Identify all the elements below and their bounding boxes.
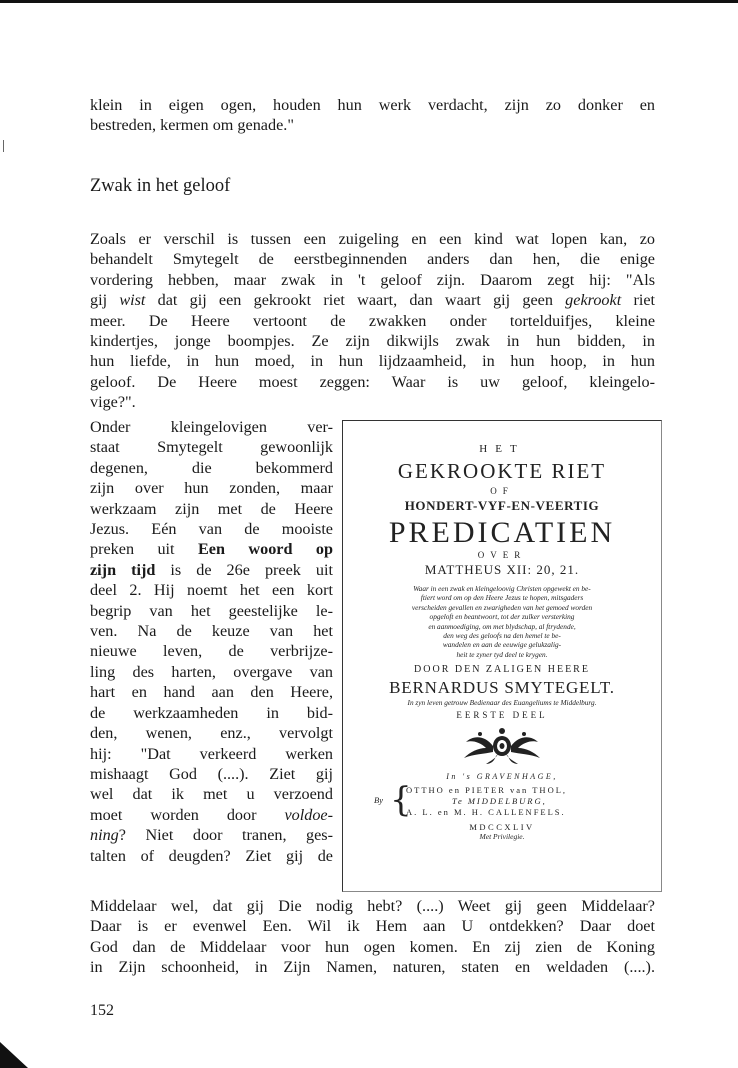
text-line [90,539,333,559]
text-line: God dan de Middelaar voor hun ogen komen. En zij zien de Koning [90,937,655,956]
tp-publisher-lines [406,785,567,818]
text-fragment: preken uit [90,540,175,559]
text-fragment: moet worden door [90,805,257,824]
tp-predicatien: PREDICATIEN [388,516,616,549]
title-page-facsimile [342,420,662,892]
tp-body-line: den weg des geloofs na den hemel te be- [443,631,561,641]
text-line: kindertjes, jonge boompjes. Ze zijn dikwijls zwak in hun bidden, in [90,332,655,351]
tp-by: By [374,795,383,806]
tp-body-line: Waar in een zwak en kleingeloovig Christen opgewekt en be- [413,584,591,593]
text-line: Onder kleingelovigen ver- [90,418,333,436]
text-line: deel 2. Hij noemt het een kort [90,581,333,600]
tp-volume: EERSTE DEEL [456,710,548,721]
text-line: klein in eigen ogen, houden hun werk verdacht, zijn zo donker en [90,96,655,114]
bold-title: Een woord op [198,540,333,559]
tp-main-title: GEKROOKTE RIET [397,459,607,483]
text-line: wel dat ik met u verzoend [90,785,333,804]
text-line: in Zijn schoonheid, in Zijn Namen, naturen, staten en weldaden (....). [90,958,655,977]
page-number: 152 [90,1002,114,1019]
tp-publisher-line: A. L. en M. H. CALLENFELS. [406,807,566,818]
text-line: degenen, die bekommerd [90,458,333,477]
text-fragment: is de 26e preek uit [170,560,334,579]
text-line: nieuwe leven, de verbrijze- [90,642,333,661]
text-line: ling des harten, overgave van [90,662,333,681]
text-line: mishaagt God (....). Ziet gij [90,764,333,783]
text-line: Zoals er verschil is tussen een zuigeling en een kind wat lopen kan, zo [90,230,655,248]
text-line: hart en hand aan den Heere, [90,683,333,702]
text-line: hun liefde, in hun moed, in hun lijdzaamheid, in hun hoop, in hun [90,352,655,371]
text-line: talten of deugden? Ziet gij de [90,846,333,865]
text-line [90,560,333,580]
text-fragment: gij [90,291,108,310]
tp-publishers [362,780,642,821]
text-line: vige?". [90,393,136,412]
text-line: meer. De Heere vertoont de zwakken onder tortelduifjes, kleine [90,311,655,330]
italic-word: voldoe- [284,805,333,824]
tp-description [343,584,661,659]
tp-scripture: MATTHEUS XII: 20, 21. [424,562,580,577]
brace-glyph: { [390,780,412,821]
text-line: ven. Na de keuze van het [90,622,333,641]
text-line: zijn over hun zonden, maar [90,479,333,498]
tp-body-line: en aanmoediging, om met blydschap, al ftrydende, [428,621,576,631]
tp-door: DOOR DEN ZALIGEN HEERE [414,664,590,676]
text-line [90,825,333,845]
section-heading: Zwak in het geloof [90,176,231,196]
italic-word: ning [90,826,119,845]
tp-body-line: wandelen en aan de eeuwige gelukzalig- [442,640,562,650]
text-fragment: dat gij een gekrookt riet waart, dan waart gij geen [157,291,553,310]
tp-year: MDCCXLIV [469,822,535,833]
text-line: vordering hebben, maar zwak in 't geloof zijn. Daarom zegt hij: "Als [90,270,655,289]
text-line: geloof. De Heere moest zeggen: Waar is uw geloof, kleingelo- [90,372,655,391]
tp-author: BERNARDUS SMYTEGELT. [389,678,615,698]
tp-body-line: ftiert word om op den Heere Jezus te hopen, mitsgaders [420,593,584,603]
main-paragraph [90,229,655,413]
tp-publisher-line: Te MIDDELBURG, [452,796,547,807]
tp-over: OVER [477,550,527,560]
column-paragraph [90,417,333,866]
tp-privilege: Met Privilegie. [479,832,525,842]
text-fragment: ? Niet door tranen, ges- [118,826,333,845]
tp-of: OF [490,486,514,496]
margin-mark [3,140,4,152]
text-line [90,290,655,310]
text-line: de werkzaamheden in bid- [90,703,333,722]
text-line: staat Smytegelt gewoonlijk [90,438,333,457]
tp-publisher-line: OTTHO en PIETER van THOL, [406,785,568,796]
text-fragment: riet [633,291,656,310]
text-line: Middelaar wel, dat gij Die nodig hebt? (....) Weet gij geen Middelaar? [90,897,655,915]
tp-het: HET [479,443,525,455]
tp-body-line: heit te zyner tyd deel te krygen. [456,649,548,659]
text-line: begrip van het geestelijke le- [90,601,333,620]
tp-author-subtitle: In zyn leven getrouw Bedienaar des Euangeliums te Middelburg. [407,698,597,708]
corner-triangle [0,1042,28,1068]
tp-place: In 's GRAVENHAGE, [446,772,558,782]
text-line: hij: "Dat verkeerd werken [90,744,333,763]
intro-paragraph [90,95,655,136]
italic-word: gekrookt [565,291,622,310]
text-line: behandelt Smytegelt de eerstbeginnenden anders dan hen, die enige [90,250,655,269]
text-line: Jezus. Eén van de mooiste [90,520,333,539]
text-line: bestreden, kermen om genade." [90,116,294,135]
top-rule [0,0,738,3]
text-line [90,805,333,825]
bold-title: zijn tijd [90,560,156,579]
tp-body-line: verscheiden gevallen en zwarigheden van het gemoed worden [411,602,593,612]
closing-paragraph [90,896,655,978]
text-line: Daar is er evenwel Een. Wil ik Hem aan U ontdekken? Daar doet [90,917,655,936]
italic-word: wist [119,291,146,310]
printers-ornament-icon [460,726,544,766]
tp-body-line: opgeloft en beantwoort, tot der zulker versterking [429,612,575,622]
text-line: den, wenen, enz., vervolgt [90,724,333,743]
text-line: werkzaam zijn met de Heere [90,499,333,518]
tp-subtitle: HONDERT-VYF-EN-VEERTIG [404,498,600,513]
